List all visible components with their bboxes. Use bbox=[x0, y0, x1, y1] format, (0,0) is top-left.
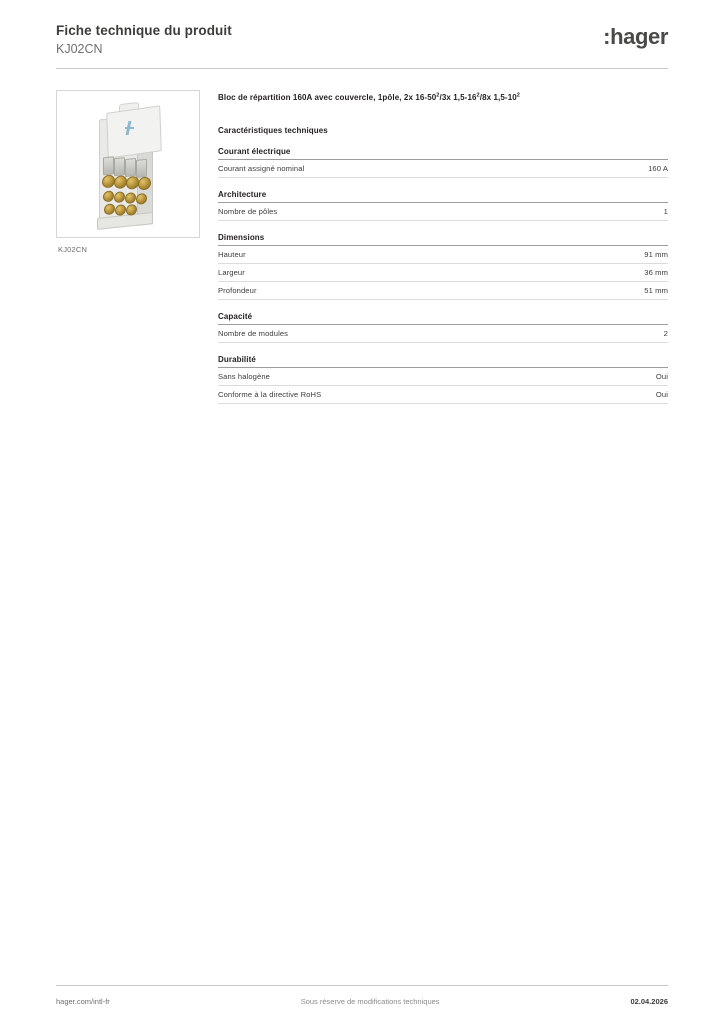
specs-group-courant-electrique bbox=[218, 147, 668, 178]
product-description-part: /8x 1,5-10 bbox=[479, 93, 517, 102]
spec-label: Profondeur bbox=[218, 286, 257, 295]
product-description-sup: 2 bbox=[516, 92, 521, 99]
spec-label: Conforme à la directive RoHS bbox=[218, 390, 322, 399]
product-brand-mark-icon bbox=[125, 121, 135, 135]
header-titles bbox=[56, 22, 232, 57]
spec-label: Sans halogène bbox=[218, 372, 270, 381]
spec-value: 160 A bbox=[648, 164, 668, 173]
spec-value: 36 mm bbox=[644, 268, 668, 277]
product-description bbox=[218, 92, 668, 104]
page-header bbox=[56, 22, 668, 57]
spec-row bbox=[218, 264, 668, 282]
footer-note: Sous réserve de modifications techniques bbox=[300, 997, 440, 1006]
product-image-caption: KJ02CN bbox=[58, 245, 88, 254]
spec-value: 1 bbox=[663, 207, 668, 216]
product-description-sup: 2 bbox=[436, 92, 440, 99]
terminal-barrel bbox=[114, 157, 125, 176]
specs-group-title: Durabilité bbox=[218, 355, 668, 368]
product-terminals bbox=[101, 150, 151, 217]
terminal-barrel bbox=[125, 158, 136, 177]
product-description-sup: 2 bbox=[476, 92, 480, 99]
terminal-screw bbox=[136, 193, 147, 205]
page-title: Fiche technique du produit bbox=[56, 23, 232, 38]
terminal-screw bbox=[138, 176, 151, 190]
spec-label: Courant assigné nominal bbox=[218, 164, 305, 173]
spec-label: Nombre de pôles bbox=[218, 207, 278, 216]
spec-row bbox=[218, 386, 668, 404]
product-reference: KJ02CN bbox=[56, 42, 103, 56]
spec-label: Largeur bbox=[218, 268, 245, 277]
specs-group-title: Dimensions bbox=[218, 233, 668, 246]
spec-row bbox=[218, 325, 668, 343]
specs-group-architecture bbox=[218, 190, 668, 221]
spec-row bbox=[218, 246, 668, 264]
product-illustration bbox=[85, 103, 169, 229]
terminal-screw bbox=[114, 191, 125, 203]
spec-value: 2 bbox=[663, 329, 668, 338]
spec-row bbox=[218, 160, 668, 178]
product-description-part: Bloc de répartition 160A avec couvercle, 1pôle, 2x 16-50 bbox=[218, 93, 437, 102]
spec-value: Oui bbox=[655, 372, 668, 381]
spec-row bbox=[218, 282, 668, 300]
specifications bbox=[218, 92, 668, 404]
terminal-screw bbox=[104, 203, 115, 215]
terminal-screw bbox=[103, 190, 114, 202]
spec-value: 91 mm bbox=[644, 250, 668, 259]
product-description-part: /3x 1,5-16 bbox=[439, 93, 477, 102]
specs-group-dimensions bbox=[218, 233, 668, 300]
header-divider bbox=[56, 68, 668, 69]
spec-value: Oui bbox=[655, 390, 668, 399]
spec-row bbox=[218, 203, 668, 221]
specs-group-title: Courant électrique bbox=[218, 147, 668, 160]
specs-group-capacite bbox=[218, 312, 668, 343]
footer-divider bbox=[56, 985, 668, 986]
terminal-screw bbox=[115, 204, 126, 216]
specs-group-durabilite bbox=[218, 355, 668, 404]
spec-value: 51 mm bbox=[644, 286, 668, 295]
footer-website-link[interactable]: hager.com/intl-fr bbox=[56, 997, 110, 1006]
terminal-barrel bbox=[136, 159, 147, 178]
spec-row bbox=[218, 368, 668, 386]
hager-logo: :hager bbox=[603, 24, 668, 49]
terminal-barrel bbox=[103, 156, 114, 175]
specs-group-title: Architecture bbox=[218, 190, 668, 203]
spec-label: Nombre de modules bbox=[218, 329, 289, 338]
page-footer bbox=[56, 997, 668, 1006]
product-image bbox=[56, 90, 200, 238]
spec-label: Hauteur bbox=[218, 250, 246, 259]
specs-section-title: Caractéristiques techniques bbox=[218, 126, 328, 135]
specs-group-title: Capacité bbox=[218, 312, 668, 325]
terminal-screw bbox=[125, 192, 136, 204]
footer-date: 02.04.2026 bbox=[630, 997, 668, 1006]
